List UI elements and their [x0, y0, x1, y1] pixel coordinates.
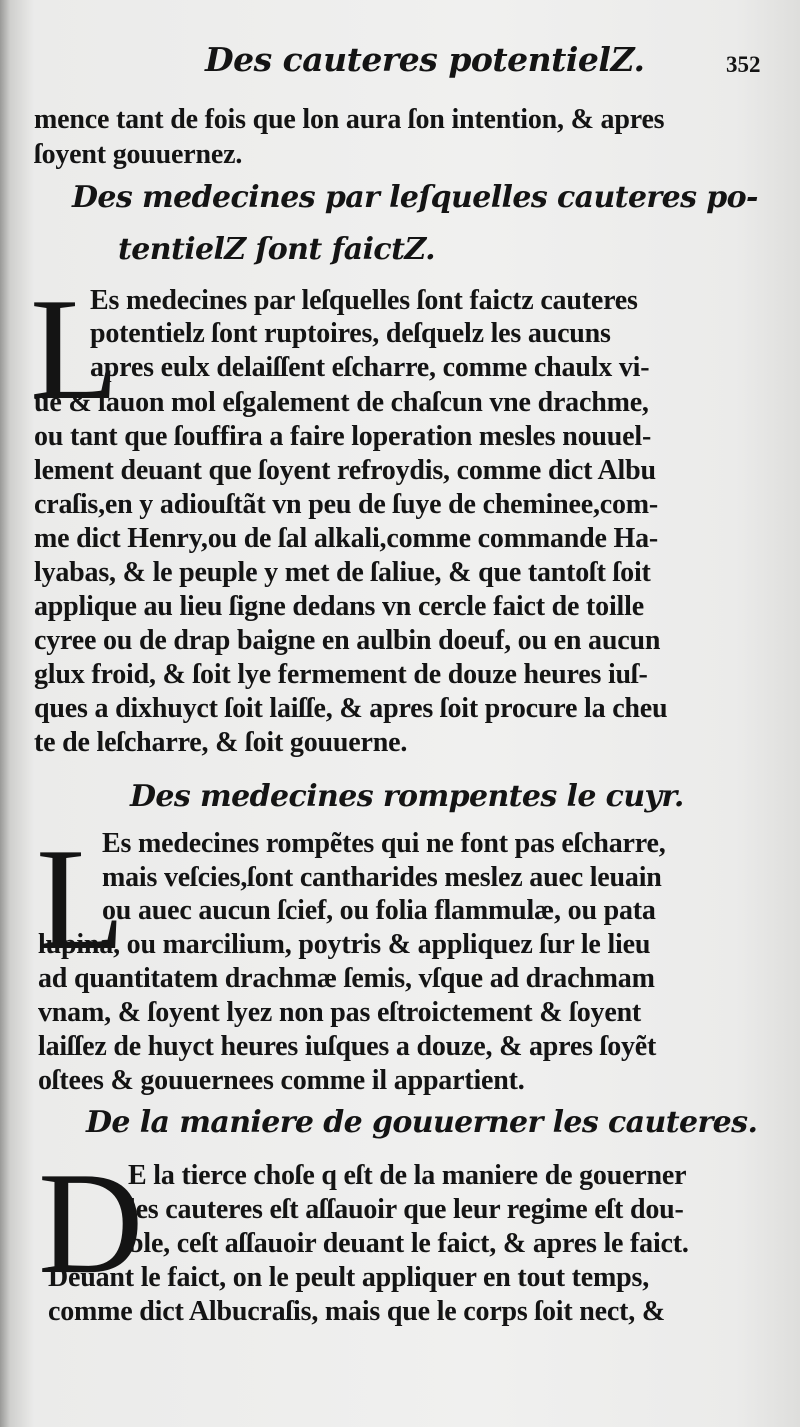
text-line: Es medecines par leſquelles ſont faictz cauteres: [90, 285, 638, 316]
drop-cap: D: [38, 1142, 144, 1304]
drop-cap: L: [30, 268, 120, 430]
text-line: mais veſcies,ſont cantharides meslez auec leuain: [102, 862, 662, 893]
text-line: cyree ou de drap baigne en aulbin doeuf, ou en aucun: [34, 625, 661, 656]
text-line: Deuant le faict, on le peult appliquer en tout temps,: [48, 1262, 649, 1293]
text-line: applique au lieu ſigne dedans vn cercle faict de toille: [34, 591, 644, 622]
page-number: 352: [726, 52, 761, 77]
text-line: craſis,en y adiouſtãt vn peu de ſuye de cheminee,com-: [34, 489, 659, 520]
text-line: E la tierce choſe q eſt de la maniere de gouerner: [128, 1160, 687, 1191]
text-line: apres eulx delaiſſent eſcharre, comme chaulx vi-: [90, 352, 650, 383]
text-line: vnam, & ſoyent lyez non pas eſtroictement & ſoyent: [38, 997, 642, 1028]
text-line: ou auec aucun ſcief, ou folia flammulæ, ou pata: [102, 895, 656, 926]
section-heading: De la maniere de gouuerner les cauteres.: [86, 1105, 758, 1140]
drop-cap: L: [36, 818, 126, 980]
text-line: ue & ſauon mol eſgalement de chaſcun vne drachme,: [34, 387, 649, 418]
text-line: glux froid, & ſoit lye fermement de douze heures iuſ-: [34, 659, 648, 690]
running-head: Des cauteres potentielZ.: [205, 40, 645, 79]
text-line: mence tant de fois que lon aura ſon intention, & apres: [34, 104, 665, 135]
text-line: ad quantitatem drachmæ ſemis, vſque ad drachmam: [38, 963, 655, 994]
text-line: Es medecines rompẽtes qui ne font pas eſcharre,: [102, 828, 666, 859]
section-heading: Des medecines rompentes le cuyr.: [130, 779, 684, 814]
text-line: potentielz ſont ruptoires, deſquelz les aucuns: [90, 318, 611, 349]
text-line: ble, ceſt aſſauoir deuant le faict, & apres le faict.: [128, 1228, 689, 1259]
text-line: les cauteres eſt aſſauoir que leur regime eſt dou-: [128, 1194, 684, 1225]
section-heading: Des medecines par leſquelles cauteres po-: [72, 180, 758, 215]
text-line: me dict Henry,ou de ſal alkali,comme commande Ha-: [34, 523, 659, 554]
text-line: ſoyent gouuernez.: [34, 139, 243, 170]
section-heading: tentielZ ſont faictZ.: [118, 232, 435, 267]
text-line: ques a dixhuyct ſoit laiſſe, & apres ſoit procure la cheu: [34, 693, 668, 724]
text-line: lupina, ou marcilium, poytris & appliquez ſur le lieu: [38, 929, 651, 960]
text-line: te de leſcharre, & ſoit gouuerne.: [34, 727, 408, 758]
text-line: comme dict Albucraſis, mais que le corps ſoit nect, &: [48, 1296, 665, 1327]
text-line: lement deuant que ſoyent refroydis, comme dict Albu: [34, 455, 656, 486]
text-line: laiſſez de huyct heures iuſques a douze, & apres ſoyẽt: [38, 1031, 657, 1062]
text-line: lyabas, & le peuple y met de ſaliue, & que tantoſt ſoit: [34, 557, 651, 588]
text-line: oſtees & gouuernees comme il appartient.: [38, 1065, 525, 1096]
text-line: ou tant que ſouffira a faire loperation mesles nouuel-: [34, 421, 652, 452]
